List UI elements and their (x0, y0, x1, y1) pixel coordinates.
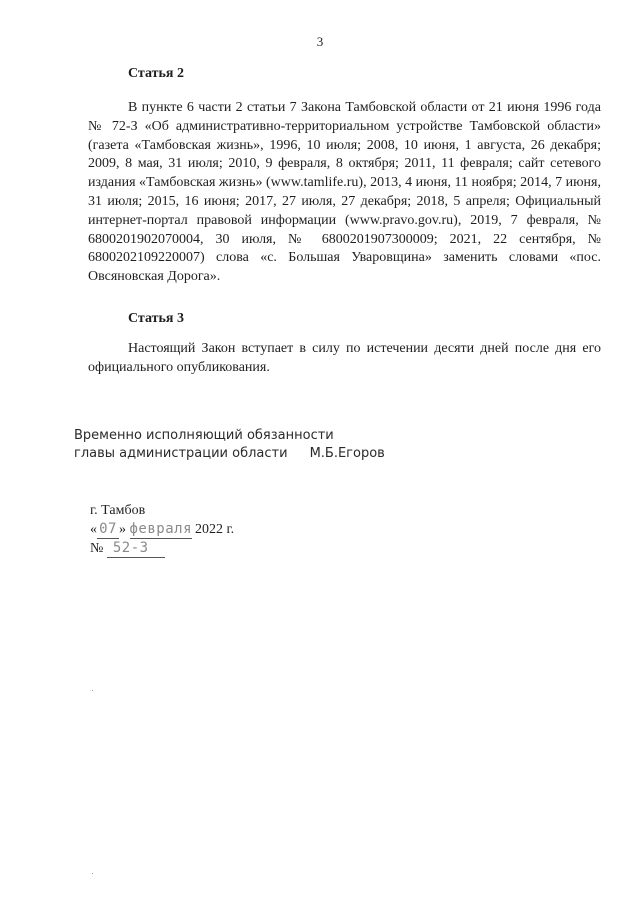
article-2-text: В пункте 6 части 2 статьи 7 Закона Тамбовской области от 21 июня 1996 года № 72-З «Об административно-территориальном устройстве Тамбовской области» (газета «Тамбовская жизнь», 1996, 10 июля; 2008, 10 июня, 1 августа, 26 декабря; 2009, 8 мая, 31 июля; 2010, 9 февраля, 8 октября; 2011, 11 февраля; сайт сетевого издания «Тамбовская жизнь» (www.tamlife.ru), 2013, 4 июня, 11 ноября; 2014, 7 июня, 31 июля; 2015, 16 июня; 2017, 27 июля, 27 декабря; 2018, 5 апреля; Официальный интернет-портал правовой информации (www.pravo.gov.ru), 2019, 7 февраля, № 6800201902070004, 30 июля, № 6800201907300009; 2021, 22 сентября, № 6800202109220007) слова «с. Большая Уваровщина» заменить словами «пос. Овсяновская Дорога». (88, 100, 601, 285)
signature-title-line-2 (74, 445, 385, 463)
quote-close: » (119, 522, 126, 537)
scan-speck (92, 873, 93, 874)
signature-title-text: главы администрации области (74, 446, 288, 461)
signature-block (74, 427, 385, 463)
date-year: 2022 г. (195, 522, 235, 537)
signature-title-line-1: Временно исполняющий обязанности (74, 428, 334, 443)
date-day: 07 (97, 520, 119, 539)
article-2-heading: Статья 2 (128, 66, 184, 81)
date-line (90, 520, 234, 539)
quote-open: « (90, 522, 97, 537)
article-3-heading: Статья 3 (128, 311, 184, 326)
number-label: № (90, 541, 104, 556)
city: г. Тамбов (90, 503, 146, 518)
article-3-text: Настоящий Закон вступает в силу по истечении десяти дней после дня его официального опубликования. (88, 341, 601, 375)
number-line (90, 539, 234, 558)
law-number: 52-З (107, 539, 165, 558)
date-month: февраля (129, 521, 193, 537)
place-date-block (90, 502, 234, 558)
scan-speck (92, 690, 93, 691)
signatory-name: М.Б.Егоров (309, 446, 385, 461)
page-number: 3 (316, 34, 324, 49)
